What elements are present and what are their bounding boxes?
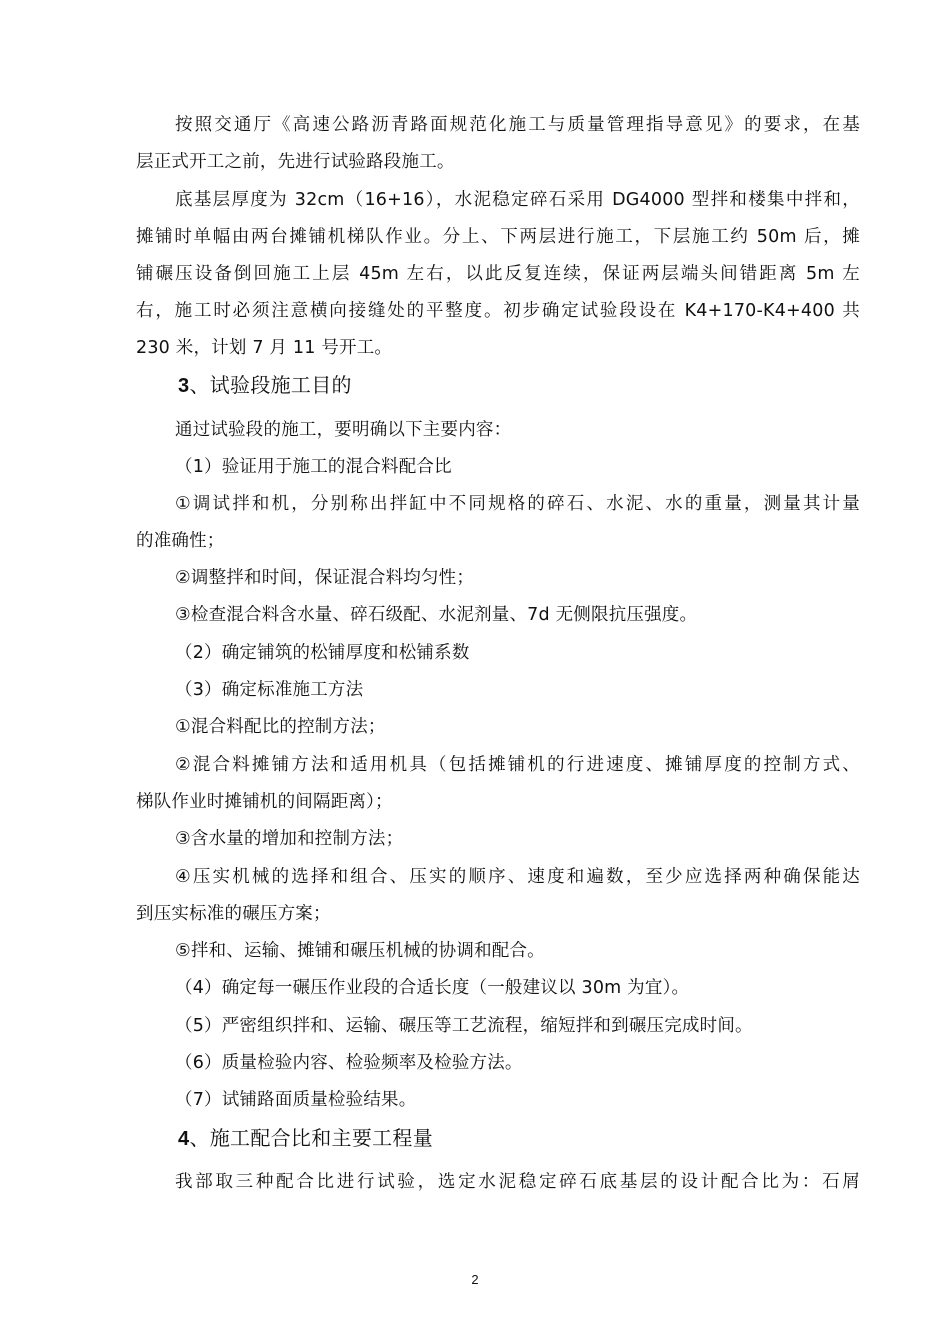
- section-number: 4: [178, 1128, 190, 1150]
- list-item-continuation: 的准确性；: [136, 531, 225, 551]
- list-item: （1）验证用于施工的混合料配合比: [175, 457, 452, 477]
- paragraph-line: 铺碾压设备倒回施工上层 45m 左右，以此反复连续，保证两层端头间错距离 5m 左: [136, 264, 860, 284]
- list-item: （3）确定标准施工方法: [175, 680, 364, 700]
- list-item: ①调试拌和机，分别称出拌缸中不同规格的碎石、水泥、水的重量，测量其计量: [175, 494, 860, 514]
- section-heading-3: [178, 372, 352, 399]
- list-item-continuation: 梯队作业时摊铺机的间隔距离）；: [136, 792, 393, 812]
- paragraph-line: 230 米，计划 7 月 11 号开工。: [136, 338, 393, 358]
- list-item: （6）质量检验内容、检验频率及检验方法。: [175, 1053, 523, 1073]
- list-item: （2）确定铺筑的松铺厚度和松铺系数: [175, 643, 470, 663]
- section-heading-4: [178, 1125, 433, 1152]
- list-item: ⑤拌和、运输、摊铺和碾压机械的协调和配合。: [175, 941, 545, 961]
- paragraph-line: 右，施工时必须注意横向接缝处的平整度。初步确定试验段设在 K4+170-K4+400 共: [136, 301, 860, 321]
- paragraph-line: 层正式开工之前，先进行试验路段施工。: [136, 152, 455, 172]
- list-item: ①混合料配比的控制方法；: [175, 717, 386, 737]
- list-item: ②混合料摊铺方法和适用机具（包括摊铺机的行进速度、摊铺厚度的控制方式、: [175, 755, 860, 775]
- list-item: ④压实机械的选择和组合、压实的顺序、速度和遍数，至少应选择两种确保能达: [175, 867, 860, 887]
- section-number: 3: [178, 375, 190, 397]
- paragraph-line: 摊铺时单幅由两台摊铺机梯队作业。分上、下两层进行施工，下层施工约 50m 后，摊: [136, 227, 860, 247]
- paragraph-line: 通过试验段的施工，要明确以下主要内容：: [175, 420, 512, 440]
- list-item: ②调整拌和时间，保证混合料均匀性；: [175, 568, 475, 588]
- list-item: ③含水量的增加和控制方法；: [175, 829, 404, 849]
- paragraph-line: 按照交通厅《高速公路沥青路面规范化施工与质量管理指导意见》的要求，在基: [175, 115, 860, 135]
- section-title: 、试验段施工目的: [189, 373, 352, 397]
- section-title: 、施工配合比和主要工程量: [189, 1126, 434, 1150]
- paragraph-line: 我部取三种配合比进行试验，选定水泥稳定碎石底基层的设计配合比为：石屑: [175, 1172, 860, 1192]
- list-item: （7）试铺路面质量检验结果。: [175, 1090, 417, 1110]
- list-item: ③检查混合料含水量、碎石级配、水泥剂量、7d 无侧限抗压强度。: [175, 605, 698, 625]
- list-item: （5）严密组织拌和、运输、碾压等工艺流程，缩短拌和到碾压完成时间。: [175, 1016, 753, 1036]
- page-number: 2: [471, 1272, 479, 1287]
- list-item: （4）确定每一碾压作业段的合适长度（一般建议以 30m 为宜）。: [175, 978, 690, 998]
- list-item-continuation: 到压实标准的碾压方案；: [136, 904, 331, 924]
- paragraph-line: 底基层厚度为 32cm（16+16），水泥稳定碎石采用 DG4000 型拌和楼集中拌和，: [175, 190, 860, 210]
